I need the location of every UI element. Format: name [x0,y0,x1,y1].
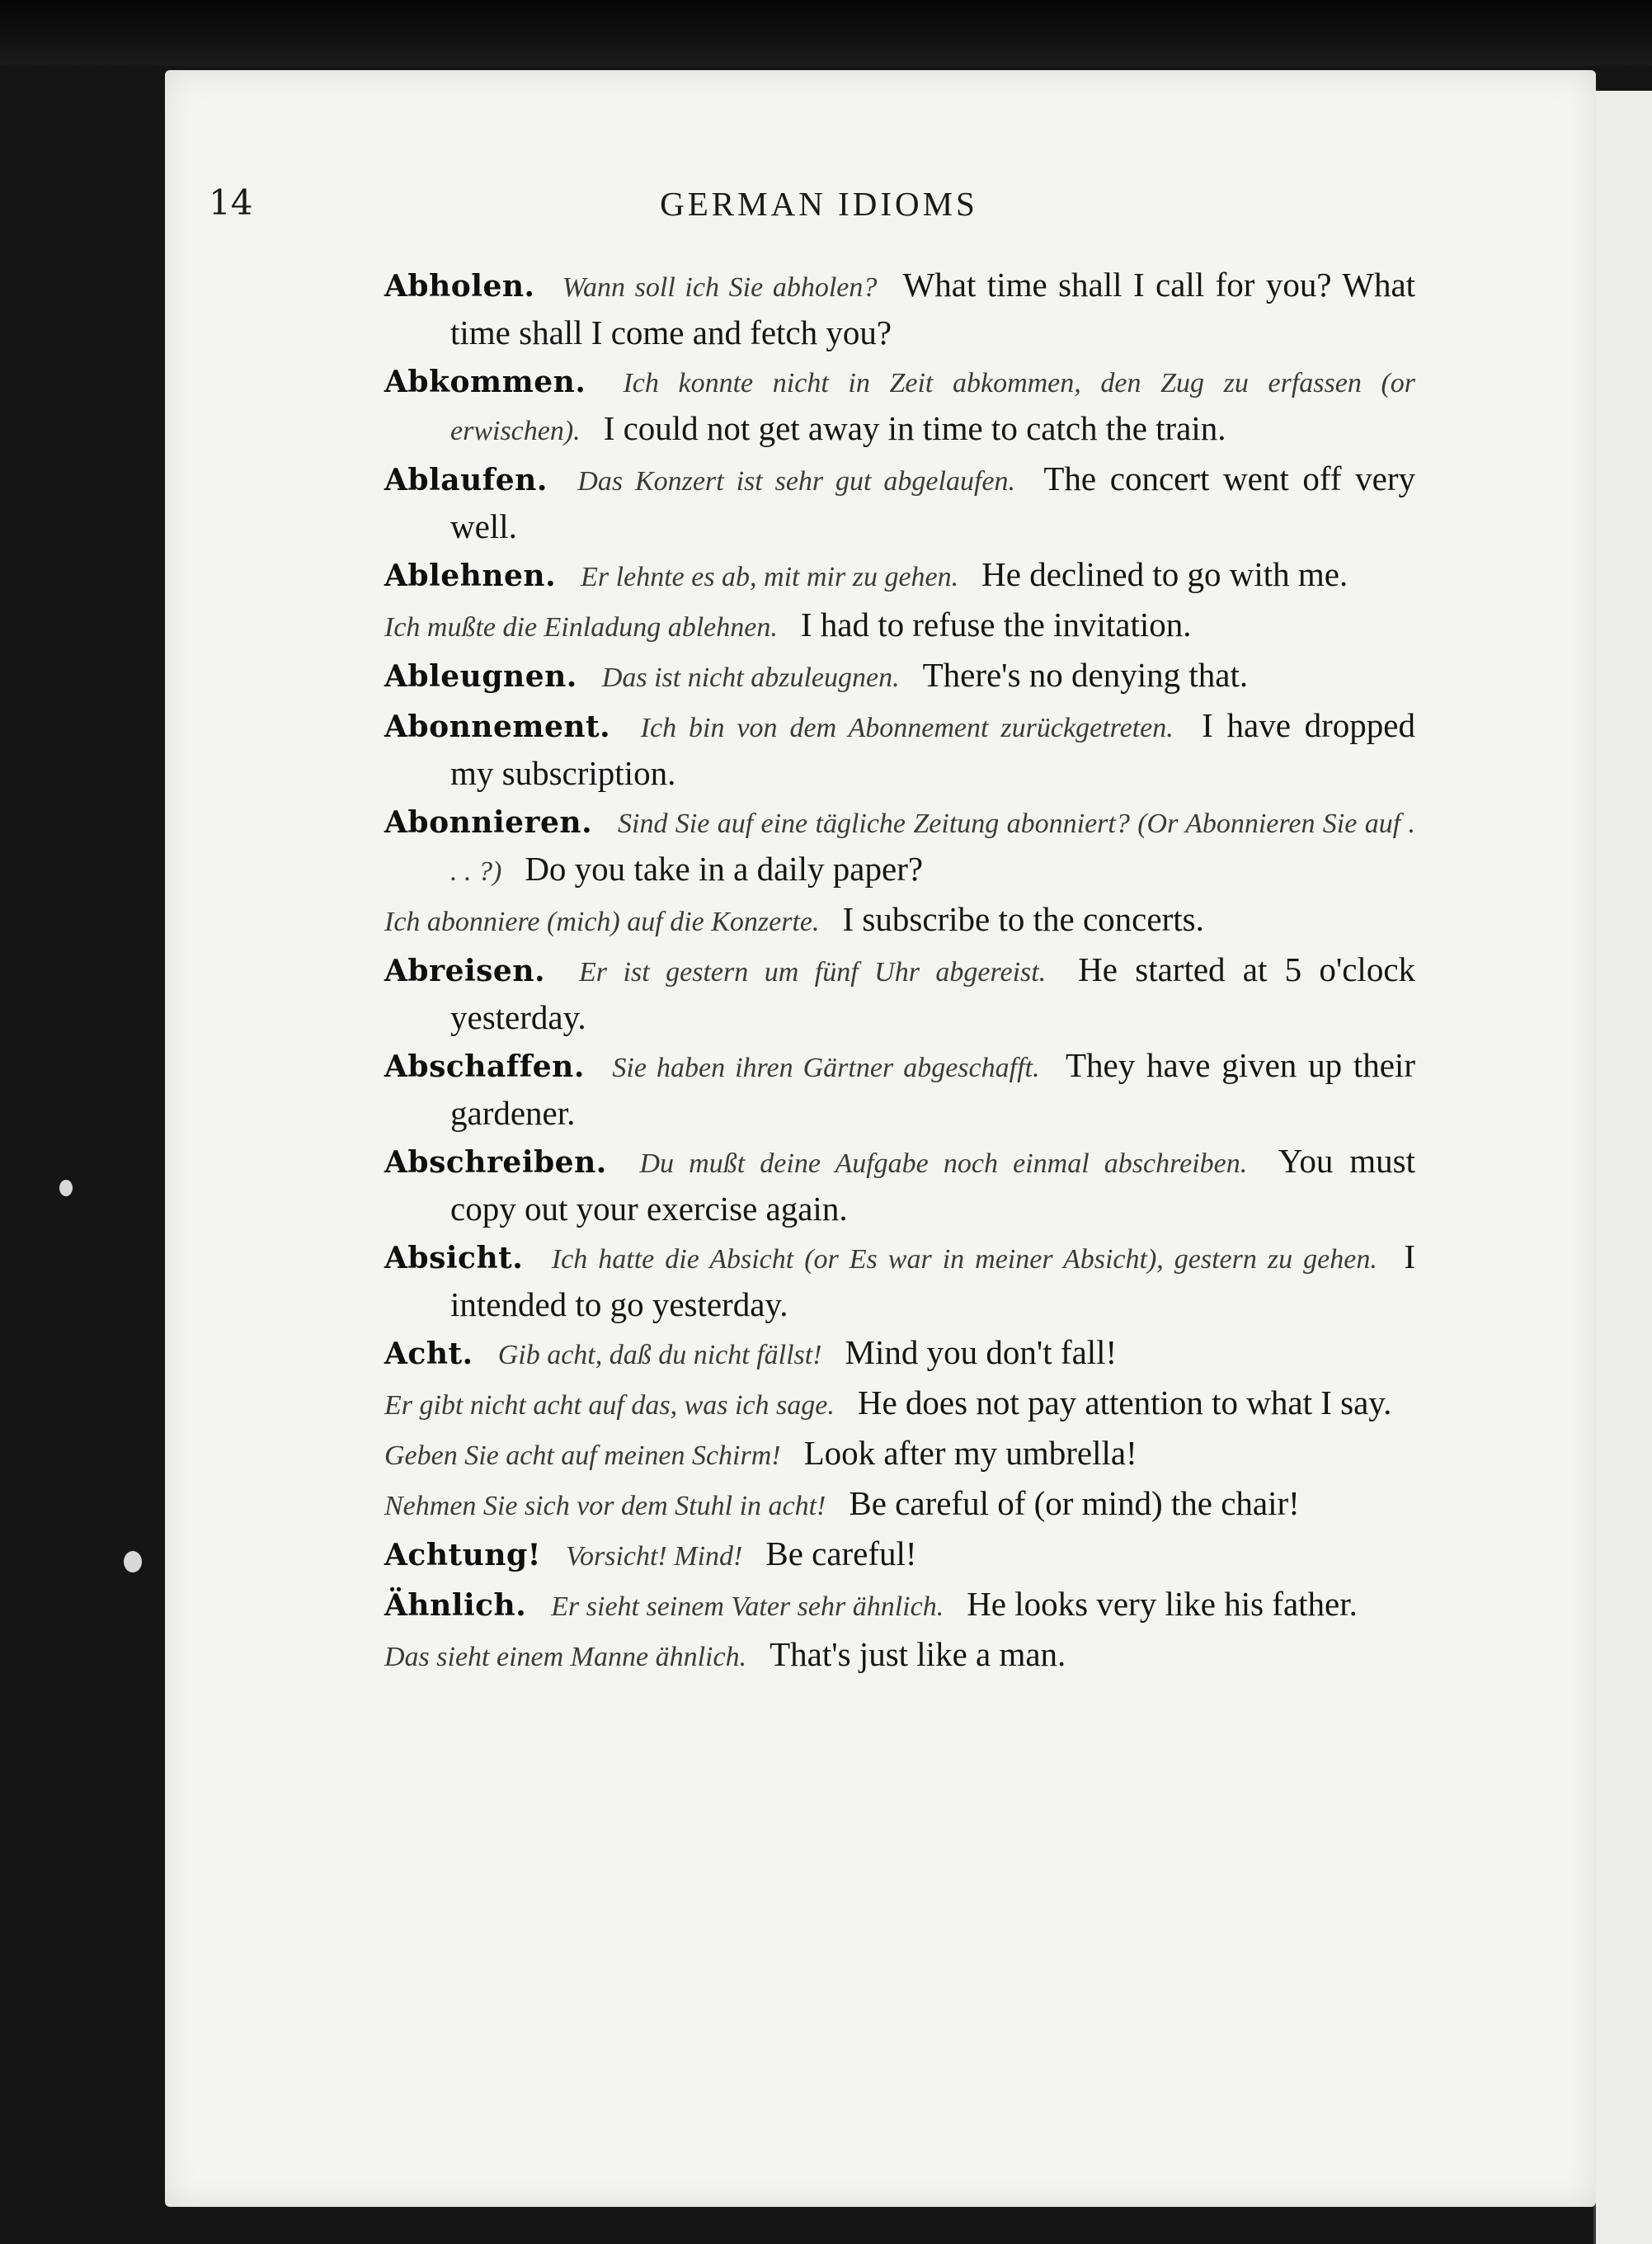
german-example: Er lehnte es ab, mit mir zu gehen. [581,562,959,592]
german-example: Das sieht einem Manne ähnlich. [384,1642,747,1672]
dictionary-entry [384,552,1415,600]
headword: Achtung! [384,1538,541,1572]
english-translation: I subscribe to the concerts. [842,900,1204,938]
headword: Abschreiben. [384,1145,607,1180]
german-example: Wann soll ich Sie abholen? [562,272,878,303]
headword: Abholen. [384,269,535,304]
german-example: Gib acht, daß du nicht fällst! [497,1340,822,1370]
german-example: Du mußt deine Aufgabe noch einmal abschreiben. [639,1148,1248,1179]
dictionary-entry [384,358,1415,454]
dictionary-entry [384,799,1415,894]
idiom-entries [384,262,1415,1680]
german-example: Geben Sie acht auf meinen Schirm! [384,1440,781,1471]
german-example: Er ist gestern um fünf Uhr abgereist. [579,957,1047,988]
english-translation: You must copy out your exercise again. [450,1142,1416,1228]
english-translation: Mind you don't fall! [845,1333,1118,1371]
sub-example [384,1380,1415,1428]
sub-example [384,1632,1415,1680]
german-example: Er sieht seinem Vater sehr ähnlich. [551,1591,944,1622]
headword: Abreisen. [384,954,546,988]
headword: Acht. [384,1336,473,1371]
sub-example [384,1481,1415,1529]
scan-speck [59,1180,73,1196]
german-example: Nehmen Sie sich vor dem Stuhl in acht! [384,1491,826,1521]
german-example: Ich konnte nicht in Zeit abkommen, den Zug zu erfassen (or erwischen). [450,368,1415,446]
headword: Abkommen. [384,365,586,399]
sub-example [384,897,1415,945]
headword: Absicht. [384,1241,524,1275]
english-translation: What time shall I call for you? What time shall I come and fetch you? [450,266,1416,351]
german-example: Er gibt nicht acht auf das, was ich sage. [384,1390,835,1421]
english-translation: I intended to go yesterday. [450,1238,1415,1323]
english-translation: Look after my umbrella! [803,1434,1137,1472]
english-translation: The concert went off very well. [450,460,1415,545]
dictionary-entry [384,1582,1415,1629]
dictionary-entry [384,1234,1415,1327]
headword: Abonnieren. [384,805,593,840]
english-translation: I had to refuse the invitation. [800,606,1192,644]
facing-page-edge [1593,91,1652,2244]
sub-example [384,602,1415,650]
dictionary-entry [384,1043,1415,1136]
dictionary-entry [384,653,1415,700]
headword: Ablaufen. [384,463,548,497]
dictionary-entry [384,947,1415,1040]
page-number: 14 [209,182,253,223]
dictionary-entry [384,1330,1415,1378]
running-title: GERMAN IDIOMS [660,185,978,223]
scan-speck [124,1551,142,1572]
dictionary-entry [384,456,1415,549]
german-example: Ich abonniere (mich) auf die Konzerte. [384,907,820,937]
sub-example [384,1431,1415,1478]
english-translation: He does not pay attention to what I say. [857,1384,1392,1421]
english-translation: He started at 5 o'clock yesterday. [450,950,1416,1036]
german-example: Ich bin von dem Abonnement zurückgetreten. [640,713,1174,743]
english-translation: Be careful! [765,1534,917,1572]
english-translation: I could not get away in time to catch the train. [603,409,1226,447]
headword: Abschaffen. [384,1049,585,1084]
english-translation: Do you take in a daily paper? [525,850,924,888]
dictionary-entry [384,1138,1415,1232]
headword: Abonnement. [384,710,611,744]
english-translation: He looks very like his father. [967,1585,1358,1623]
german-example: Das Konzert ist sehr gut abgelaufen. [577,466,1015,497]
dictionary-entry [384,1531,1415,1579]
english-translation: Be careful of (or mind) the chair! [849,1484,1300,1522]
headword: Ähnlich. [384,1588,527,1623]
headword: Ableugnen. [384,659,577,694]
dictionary-entry [384,703,1415,796]
english-translation: They have given up their gardener. [450,1046,1415,1132]
page-header [209,182,1429,240]
english-translation: He declined to go with me. [981,555,1348,593]
german-example: Vorsicht! Mind! [565,1541,743,1572]
english-translation: That's just like a man. [770,1635,1066,1673]
english-translation: There's no denying that. [922,656,1249,694]
dictionary-entry [384,262,1415,356]
headword: Ablehnen. [384,559,557,593]
german-example: Ich mußte die Einladung ablehnen. [384,612,778,643]
scan-top-border [0,0,1652,66]
german-example: Ich hatte die Absicht (or Es war in meiner Absicht), gestern zu gehen. [551,1244,1377,1275]
german-example: Das ist nicht abzuleugnen. [601,662,900,693]
german-example: Sie haben ihren Gärtner abgeschafft. [612,1053,1040,1083]
german-example: Sind Sie auf eine tägliche Zeitung abonniert? (Or Abonnieren Sie auf . . . ?) [450,808,1416,887]
english-translation: I have dropped my subscription. [450,706,1415,792]
